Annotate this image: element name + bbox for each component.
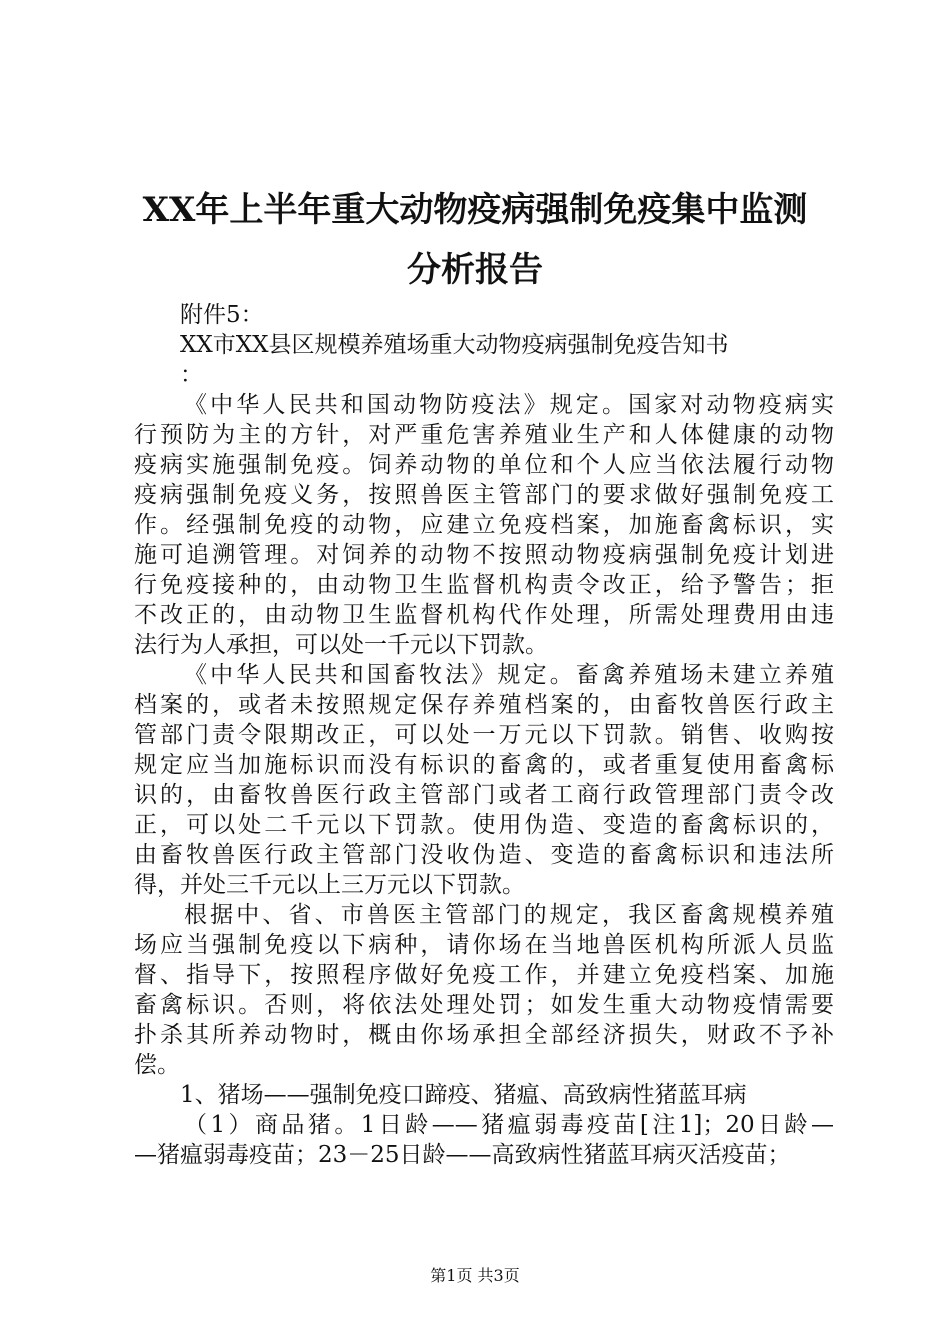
paragraph-line: 不改正的，由动物卫生监督机构代作处理，所需处理费用由违: [134, 602, 834, 628]
paragraph-line: 正，可以处二千元以下罚款。使用伪造、变造的畜禽标识的，: [134, 812, 834, 838]
page-title-line1: XX年上半年重大动物疫病强制免疫集中监测: [142, 190, 808, 230]
paragraph-line: 施可追溯管理。对饲养的动物不按照动物疫病强制免疫计划进: [134, 542, 834, 568]
paragraph-line: 督、指导下，按照程序做好免疫工作，并建立免疫档案、加施: [134, 962, 834, 988]
paragraph-line: 行预防为主的方针，对严重危害养殖业生产和人体健康的动物: [134, 422, 834, 448]
paragraph-line: 得，并处三千元以上三万元以下罚款。: [134, 872, 525, 898]
page-title-line2: 分析报告: [407, 250, 543, 290]
notice-title: XX市XX县区规模养殖场重大动物疫病强制免疫告知书: [180, 332, 729, 358]
paragraph-line: 场应当强制免疫以下病种，请你场在当地兽医机构所派人员监: [134, 932, 834, 958]
notice-title-colon: ：: [180, 362, 203, 388]
paragraph-line: —猪瘟弱毒疫苗；23－25日龄——高致病性猪蓝耳病灭活疫苗；: [134, 1142, 791, 1168]
paragraph-line: 由畜牧兽医行政主管部门没收伪造、变造的畜禽标识和违法所: [134, 842, 834, 868]
paragraph-line: 法行为人承担，可以处一千元以下罚款。: [134, 632, 548, 658]
paragraph-animal-husbandry-law: [134, 660, 834, 900]
document-body: [134, 300, 834, 1170]
page-footer: 第1页 共3页: [430, 1266, 520, 1285]
paragraph-line: 识的，由畜牧兽医行政主管部门或者工商行政管理部门责令改: [134, 782, 834, 808]
paragraph-local-regulations: [134, 900, 834, 1080]
paragraph-line: 疫病强制免疫义务，按照兽医主管部门的要求做好强制免疫工: [134, 482, 834, 508]
paragraph-line: 档案的，或者未按照规定保存养殖档案的，由畜牧兽医行政主: [134, 692, 834, 718]
list-item-pig-farm: 1、猪场——强制免疫口蹄疫、猪瘟、高致病性猪蓝耳病: [180, 1082, 747, 1108]
paragraph-line: 行免疫接种的，由动物卫生监督机构责令改正，给予警告；拒: [134, 572, 834, 598]
paragraph-line: 《中华人民共和国动物防疫法》规定。国家对动物疫病实: [184, 392, 834, 418]
paragraph-line: 管部门责令限期改正，可以处一万元以下罚款。销售、收购按: [134, 722, 834, 748]
attachment-label: 附件5：: [180, 302, 264, 328]
paragraph-line: 疫病实施强制免疫。饲养动物的单位和个人应当依法履行动物: [134, 452, 834, 478]
paragraph-line: 扑杀其所养动物时，概由你场承担全部经济损失，财政不予补: [134, 1022, 834, 1048]
paragraph-line: 《中华人民共和国畜牧法》规定。畜禽养殖场未建立养殖: [184, 662, 834, 688]
paragraph-line: （1）商品猪。1日龄——猪瘟弱毒疫苗[注1]；20日龄—: [184, 1112, 834, 1138]
paragraph-line: 规定应当加施标识而没有标识的畜禽的，或者重复使用畜禽标: [134, 752, 834, 778]
paragraph-line: 偿。: [134, 1052, 180, 1078]
paragraph-line: 作。经强制免疫的动物，应建立免疫档案，加施畜禽标识，实: [134, 512, 834, 538]
paragraph-line: 畜禽标识。否则，将依法处理处罚；如发生重大动物疫情需要: [134, 992, 834, 1018]
paragraph-animal-epidemic-law: [134, 390, 834, 660]
list-subitem-commercial-pigs: [134, 1110, 834, 1170]
paragraph-line: 根据中、省、市兽医主管部门的规定，我区畜禽规模养殖: [184, 902, 834, 928]
